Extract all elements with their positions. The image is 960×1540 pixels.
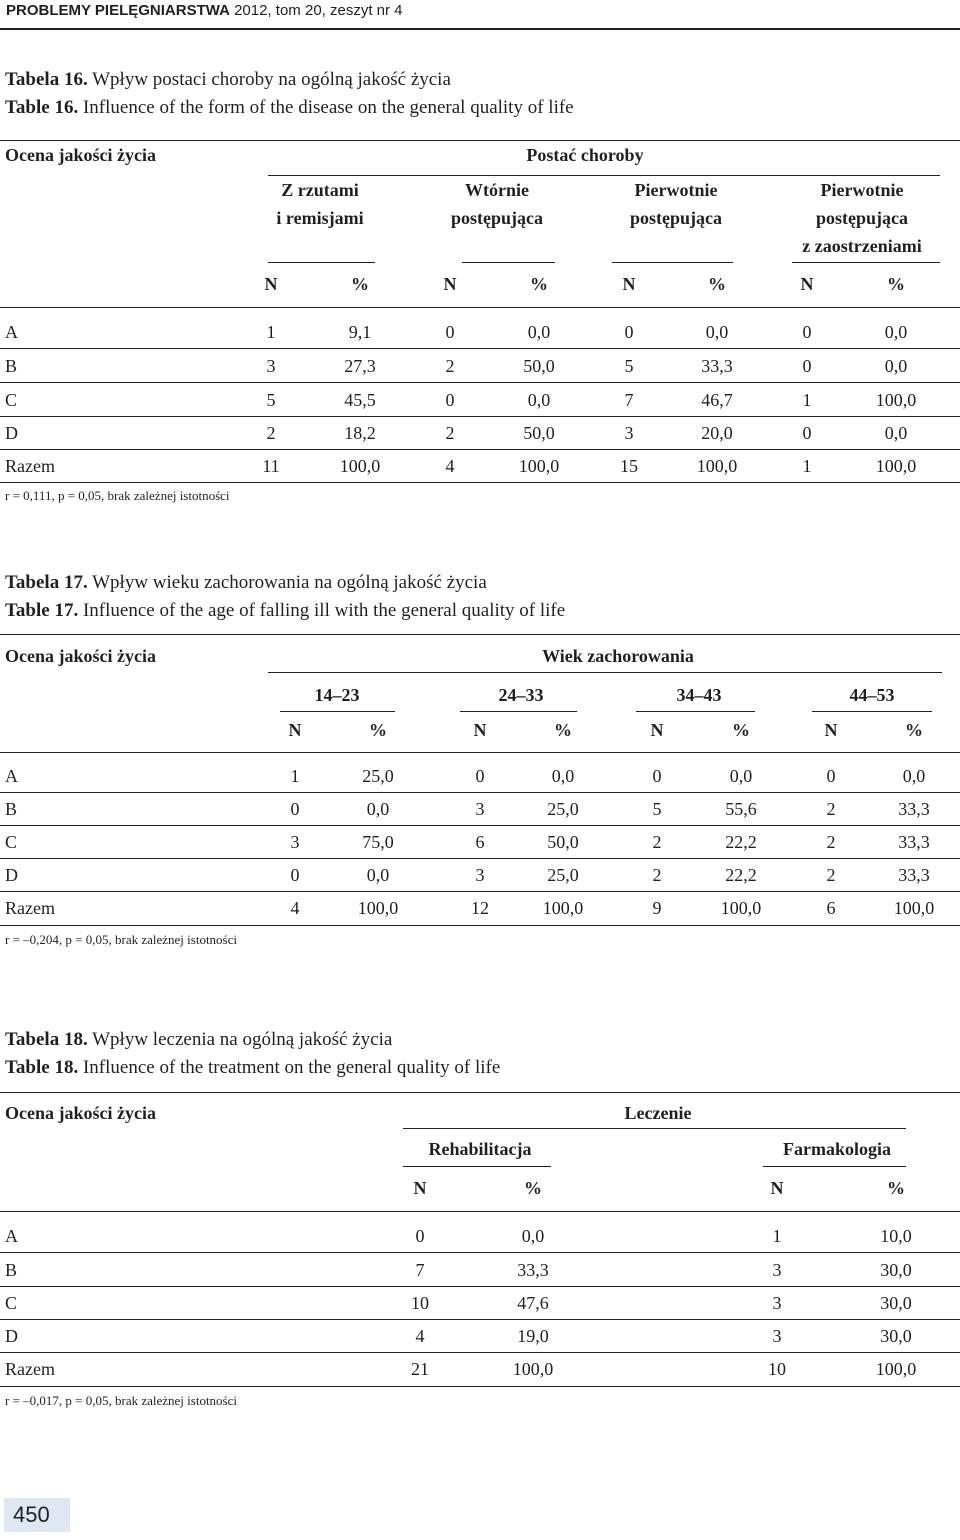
table-cell: 100,0 [875, 456, 917, 476]
group-rule [792, 262, 940, 263]
table-cell: 75,0 [362, 832, 394, 852]
subheader-n: N [824, 720, 838, 740]
table-cell: 0 [445, 322, 455, 342]
table-cell: 45,5 [344, 390, 376, 410]
table-cell: 0 [826, 766, 836, 786]
table-label: Tabela 16. [5, 69, 88, 90]
group-rule [403, 1166, 551, 1167]
table-cell: 33,3 [898, 865, 930, 885]
journal-name: PROBLEMY PIELĘGNIARSTWA [6, 2, 230, 19]
table-cell: 30,0 [880, 1293, 912, 1313]
group-label: Wtórnie [465, 180, 529, 200]
table-cell: 33,3 [517, 1260, 549, 1280]
table-title: Wpływ wieku zachorowania na ogólną jakość życia [87, 572, 487, 593]
table-cell: 11 [262, 456, 280, 476]
row-rule [0, 1286, 960, 1287]
table-cell: 0,0 [884, 356, 908, 376]
subheader-n: N [650, 720, 664, 740]
table-cell: 100,0 [875, 1359, 917, 1379]
group-rule [636, 711, 755, 712]
table-cell: 18,2 [344, 423, 376, 443]
table-cell: 1 [290, 766, 300, 786]
table-cell: 100,0 [518, 456, 560, 476]
running-header [6, 2, 403, 19]
row-rule [0, 348, 960, 349]
row-label: Razem [5, 1359, 55, 1379]
subheader-n: N [264, 274, 278, 294]
table-cell: 7 [415, 1260, 425, 1280]
header-bottom-rule [0, 1211, 960, 1212]
row-label: D [5, 865, 18, 885]
group-label: Z rzutami [281, 180, 359, 200]
table-cell: 2 [445, 356, 455, 376]
table-cell: 50,0 [523, 423, 555, 443]
header-bottom-rule [0, 307, 960, 308]
group-label: 34–43 [676, 685, 722, 705]
table-cell: 2 [826, 865, 836, 885]
row-rule [0, 382, 960, 383]
table-cell: 25,0 [547, 865, 579, 885]
subheader-n: N [443, 274, 457, 294]
row-label: B [5, 356, 18, 376]
table-cell: 2 [826, 832, 836, 852]
table-cell: 0,0 [366, 865, 390, 885]
table-label: Table 16. [5, 97, 79, 118]
table-top-rule [0, 1092, 960, 1093]
group-label: 44–53 [849, 685, 895, 705]
table-cell: 1 [802, 390, 812, 410]
table-cell: 25,0 [362, 766, 394, 786]
table-cell: 100,0 [357, 898, 399, 918]
group-rule [460, 711, 577, 712]
table-cell: 0,0 [884, 423, 908, 443]
table-cell: 7 [624, 390, 634, 410]
table-cell: 50,0 [523, 356, 555, 376]
table-caption [5, 69, 451, 91]
table-cell: 1 [266, 322, 276, 342]
group-label: postępująca [629, 208, 723, 228]
table-cell: 25,0 [547, 799, 579, 819]
table-cell: 5 [652, 799, 662, 819]
row-label: A [5, 322, 18, 342]
row-label: B [5, 799, 18, 819]
table-cell: 0 [290, 865, 300, 885]
table-cell: 4 [290, 898, 300, 918]
table-cell: 27,3 [344, 356, 376, 376]
subheader-n: N [413, 1178, 427, 1198]
row-label: D [5, 423, 18, 443]
group-label: Farmakologia [783, 1139, 891, 1159]
table-cell: 33,3 [898, 799, 930, 819]
table-cell: 0 [290, 799, 300, 819]
table-cell: 30,0 [880, 1260, 912, 1280]
group-rule [612, 262, 733, 263]
header-rule [0, 28, 960, 30]
table-cell: 0 [624, 322, 634, 342]
table-cell: 100,0 [893, 898, 935, 918]
subheader-pct: % [905, 720, 923, 740]
table-cell: 19,0 [517, 1326, 549, 1346]
group-label: postępująca [815, 208, 909, 228]
subheader-pct: % [530, 274, 548, 294]
group-rule [763, 1166, 906, 1167]
table-cell: 33,3 [701, 356, 733, 376]
subheader-pct: % [708, 274, 726, 294]
table-cell: 5 [266, 390, 276, 410]
table-cell: 22,2 [725, 832, 757, 852]
table-cell: 4 [415, 1326, 425, 1346]
subheader-pct: % [369, 720, 387, 740]
subheader-n: N [622, 274, 636, 294]
subheader-pct: % [524, 1178, 542, 1198]
group-header-rule [268, 175, 940, 176]
group-label: 24–33 [498, 685, 544, 705]
table-cell: 22,2 [725, 865, 757, 885]
table-caption [5, 572, 487, 594]
table-cell: 3 [475, 865, 485, 885]
table-cell: 3 [772, 1293, 782, 1313]
table-cell: 50,0 [547, 832, 579, 852]
row-label: B [5, 1260, 18, 1280]
table-cell: 20,0 [701, 423, 733, 443]
row-rule [0, 1352, 960, 1353]
table-cell: 30,0 [880, 1326, 912, 1346]
row-header: Ocena jakości życia [5, 145, 156, 165]
table-title: Influence of the form of the disease on the general quality of life [78, 97, 574, 118]
group-label: 14–23 [314, 685, 360, 705]
table-cell: 0,0 [366, 799, 390, 819]
group-label: Pierwotnie [634, 180, 718, 200]
group-rule [812, 711, 932, 712]
table-cell: 100,0 [696, 456, 738, 476]
table-cell: 0,0 [884, 322, 908, 342]
row-rule [0, 891, 960, 892]
table-cell: 10 [768, 1359, 786, 1379]
table-caption [5, 1029, 392, 1051]
table-cell: 100,0 [512, 1359, 554, 1379]
page-number: 450 [13, 1502, 50, 1527]
row-label: Razem [5, 898, 55, 918]
group-rule [268, 262, 375, 263]
group-label: i remisjami [276, 208, 364, 228]
table-cell: 9,1 [348, 322, 372, 342]
table-footnote: r = –0,204, p = 0,05, brak zależnej istotności [5, 932, 238, 947]
table-cell: 3 [772, 1326, 782, 1346]
subheader-pct: % [554, 720, 572, 740]
table-cell: 47,6 [517, 1293, 549, 1313]
table-cell: 3 [266, 356, 276, 376]
table-cell: 6 [826, 898, 836, 918]
table-cell: 100,0 [875, 390, 917, 410]
table-label: Table 17. [5, 600, 79, 621]
table-title: Wpływ postaci choroby na ogólną jakość życia [87, 69, 451, 90]
subheader-n: N [770, 1178, 784, 1198]
table-label: Tabela 17. [5, 572, 88, 593]
table-cell: 0,0 [527, 390, 551, 410]
subheader-pct: % [732, 720, 750, 740]
row-rule [0, 1319, 960, 1320]
table-title: Influence of the age of falling ill with the general quality of life [78, 600, 566, 621]
group-label: z zaostrzeniami [802, 236, 922, 256]
journal-issue: 2012, tom 20, zeszyt nr 4 [234, 2, 403, 19]
table-footnote: r = –0,017, p = 0,05, brak zależnej istotności [5, 1393, 238, 1408]
group-header: Postać choroby [526, 145, 644, 165]
group-header: Leczenie [624, 1103, 692, 1123]
table-bottom-rule [0, 1386, 960, 1387]
row-header: Ocena jakości życia [5, 1103, 156, 1123]
row-rule [0, 416, 960, 417]
table-cell: 0,0 [527, 322, 551, 342]
table-cell: 3 [772, 1260, 782, 1280]
table-cell: 0 [802, 423, 812, 443]
table-caption [5, 1057, 500, 1079]
header-bottom-rule [0, 752, 960, 753]
subheader-n: N [288, 720, 302, 740]
row-rule [0, 825, 960, 826]
table-cell: 55,6 [725, 799, 757, 819]
table-cell: 46,7 [701, 390, 733, 410]
group-label: postępująca [450, 208, 544, 228]
table-cell: 0 [802, 322, 812, 342]
row-rule [0, 858, 960, 859]
table-cell: 100,0 [542, 898, 584, 918]
table-cell: 3 [290, 832, 300, 852]
group-header-rule [403, 1128, 906, 1129]
row-rule [0, 792, 960, 793]
table-footnote: r = 0,111, p = 0,05, brak zależnej istotności [5, 488, 230, 503]
group-label: Pierwotnie [820, 180, 904, 200]
row-header: Ocena jakości życia [5, 646, 156, 666]
table-cell: 2 [445, 423, 455, 443]
table-cell: 4 [445, 456, 455, 476]
table-cell: 100,0 [339, 456, 381, 476]
subheader-pct: % [887, 1178, 905, 1198]
table-cell: 0 [415, 1226, 425, 1246]
subheader-pct: % [351, 274, 369, 294]
table-cell: 15 [620, 456, 638, 476]
table-label: Table 18. [5, 1057, 79, 1078]
table-cell: 12 [471, 898, 489, 918]
table-cell: 0 [445, 390, 455, 410]
table-cell: 10,0 [880, 1226, 912, 1246]
row-label: C [5, 390, 18, 410]
table-cell: 0 [475, 766, 485, 786]
table-top-rule [0, 634, 960, 635]
subheader-n: N [800, 274, 814, 294]
table-cell: 1 [802, 456, 812, 476]
row-rule [0, 1252, 960, 1253]
table-cell: 100,0 [720, 898, 762, 918]
table-bottom-rule [0, 925, 960, 926]
table-cell: 10 [411, 1293, 429, 1313]
table-cell: 2 [826, 799, 836, 819]
group-rule [462, 262, 555, 263]
group-label: Rehabilitacja [428, 1139, 532, 1159]
group-rule [280, 711, 395, 712]
table-cell: 1 [772, 1226, 782, 1246]
table-caption [5, 600, 565, 622]
table-label: Tabela 18. [5, 1029, 88, 1050]
table-cell: 3 [624, 423, 634, 443]
table-title: Wpływ leczenia na ogólną jakość życia [87, 1029, 393, 1050]
group-header-rule [268, 672, 942, 673]
table-cell: 0 [652, 766, 662, 786]
table-cell: 33,3 [898, 832, 930, 852]
table-cell: 5 [624, 356, 634, 376]
table-cell: 0,0 [902, 766, 926, 786]
table-title: Influence of the treatment on the general quality of life [78, 1057, 501, 1078]
table-caption [5, 97, 574, 119]
table-cell: 0,0 [729, 766, 753, 786]
table-top-rule [0, 140, 960, 141]
table-cell: 0,0 [551, 766, 575, 786]
table-cell: 0 [802, 356, 812, 376]
row-label: C [5, 1293, 18, 1313]
table-cell: 0,0 [521, 1226, 545, 1246]
table-cell: 2 [266, 423, 276, 443]
table-cell: 2 [652, 832, 662, 852]
table-cell: 3 [475, 799, 485, 819]
row-label: D [5, 1326, 18, 1346]
table-cell: 9 [652, 898, 662, 918]
table-cell: 21 [411, 1359, 429, 1379]
table-bottom-rule [0, 482, 960, 483]
table-cell: 0,0 [705, 322, 729, 342]
group-header: Wiek zachorowania [542, 646, 694, 666]
row-rule [0, 449, 960, 450]
table-cell: 2 [652, 865, 662, 885]
row-label: A [5, 1226, 18, 1246]
subheader-pct: % [887, 274, 905, 294]
subheader-n: N [473, 720, 487, 740]
table-cell: 6 [475, 832, 485, 852]
row-label: A [5, 766, 18, 786]
row-label: Razem [5, 456, 55, 476]
row-label: C [5, 832, 18, 852]
